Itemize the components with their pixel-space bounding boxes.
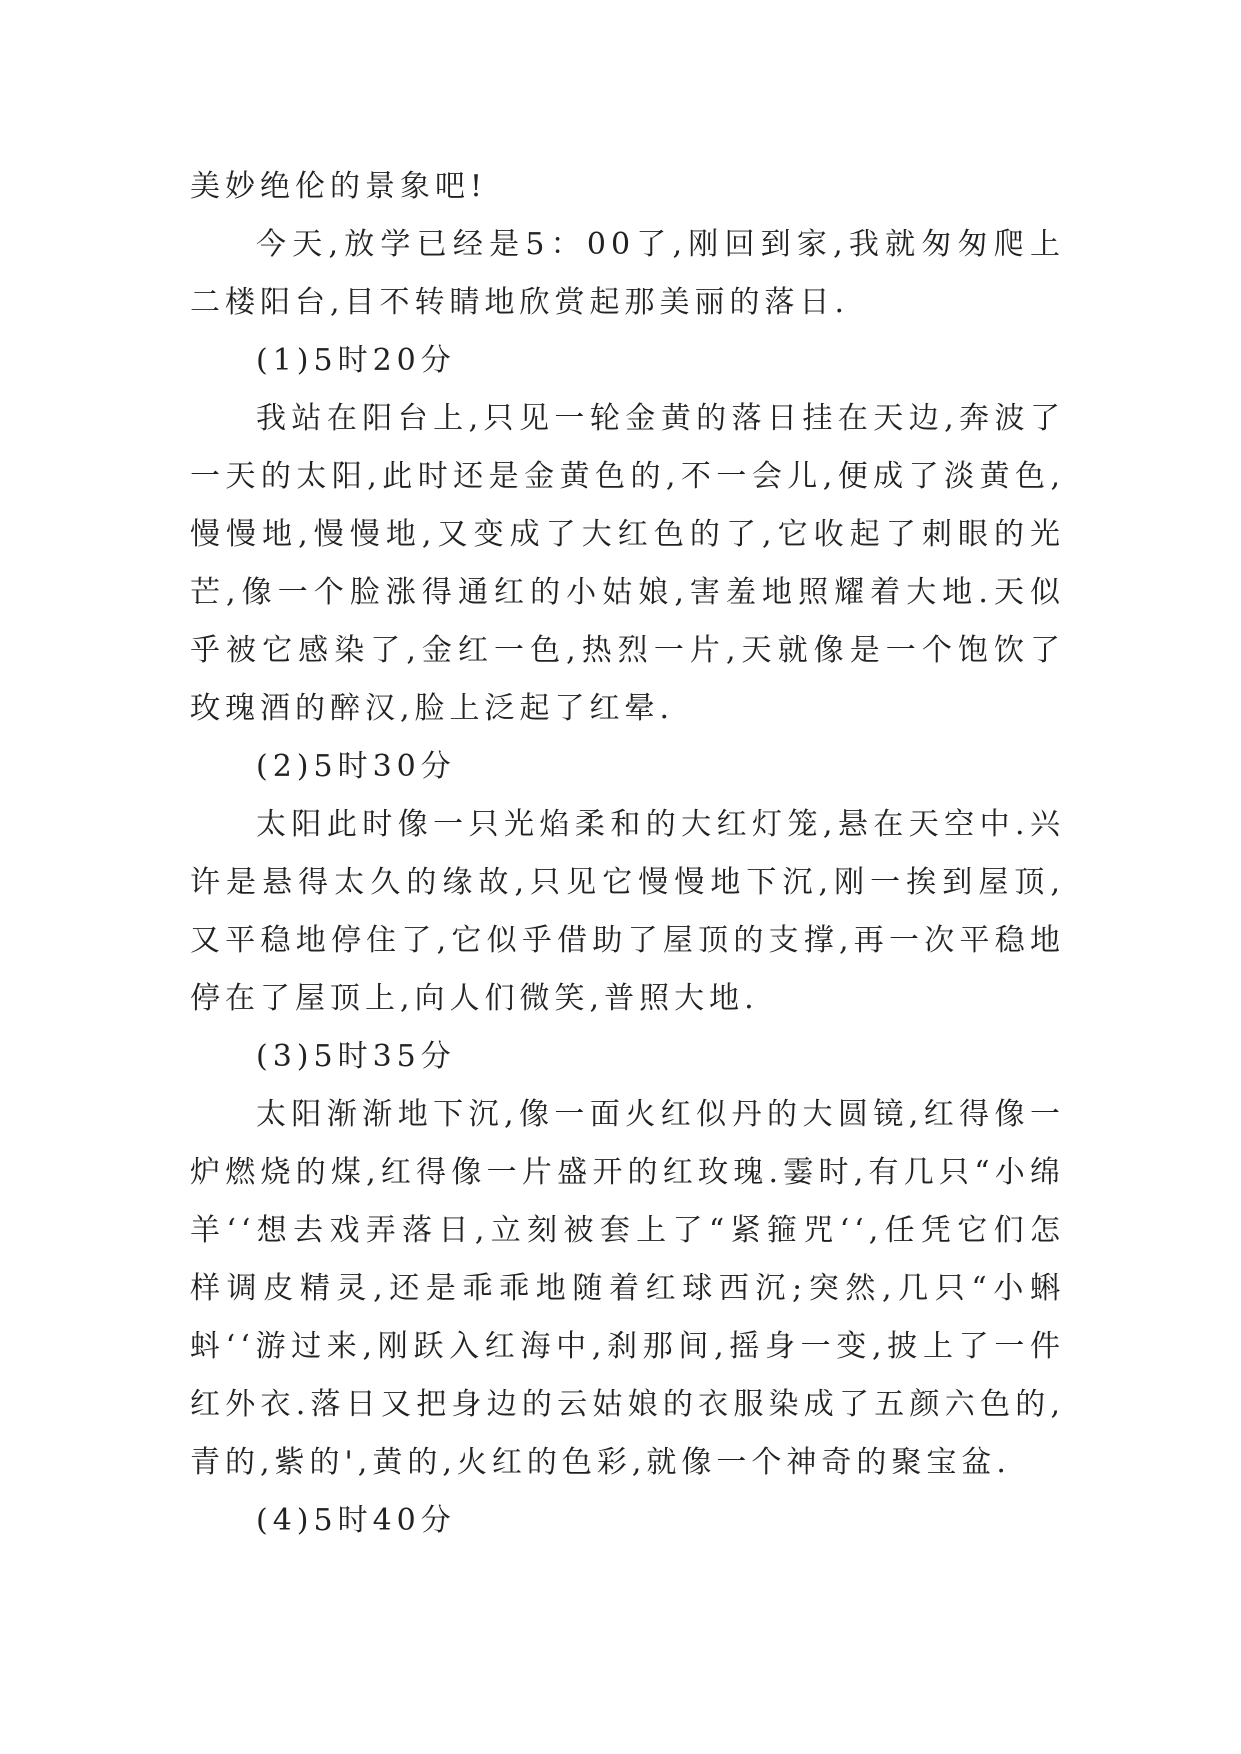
time-heading-4: (4)5时40分: [256, 1503, 456, 1538]
paragraph-red-mirror: 太阳渐渐地下沉,像一面火红似丹的大圆镜,红得像一炉燃烧的煤,红得像一片盛开的红玫瑰.霎时,有几只“小绵羊‘‘想去戏弄落日,立刻被套上了“紧箍咒‘‘,任凭它们怎样调皮精灵,还是乖乖地随着红球西沉;突然,几只“小蝌蚪‘‘游过来,刚跃入红海中,刹那间,摇身一变,披上了一件红外衣.落日又把身边的云姑娘的衣服染成了五颜六色的,青的,紫的',黄的,火红的色彩,就像一个神奇的聚宝盆.: [190, 1097, 1065, 1480]
paragraph-intro-ending: 美妙绝伦的景象吧!: [190, 169, 488, 204]
time-heading-3: (3)5时35分: [256, 1039, 456, 1074]
paragraph-golden-sunset: 我站在阳台上,只见一轮金黄的落日挂在天边,奔波了一天的太阳,此时还是金黄色的,不一会儿,便成了淡黄色,慢慢地,慢慢地,又变成了大红色的了,它收起了刺眼的光芒,像一个脸涨得通红的小姑娘,害羞地照耀着大地.天似乎被它感染了,金红一色,热烈一片,天就像是一个饱饮了玫瑰酒的醉汉,脸上泛起了红晕.: [190, 401, 1065, 726]
time-heading-1: (1)5时20分: [256, 343, 456, 378]
paragraph-after-school: 今天,放学已经是5：00了,刚回到家,我就匆匆爬上二楼阳台,目不转睛地欣赏起那美丽的落日.: [190, 227, 1065, 320]
document-page: [190, 158, 1065, 1550]
paragraph-red-lantern: 太阳此时像一只光焰柔和的大红灯笼,悬在天空中.兴许是悬得太久的缘故,只见它慢慢地下沉,刚一挨到屋顶,又平稳地停住了,它似乎借助了屋顶的支撑,再一次平稳地停在了屋顶上,向人们微笑,普照大地.: [190, 807, 1065, 1016]
time-heading-2: (2)5时30分: [256, 749, 456, 784]
